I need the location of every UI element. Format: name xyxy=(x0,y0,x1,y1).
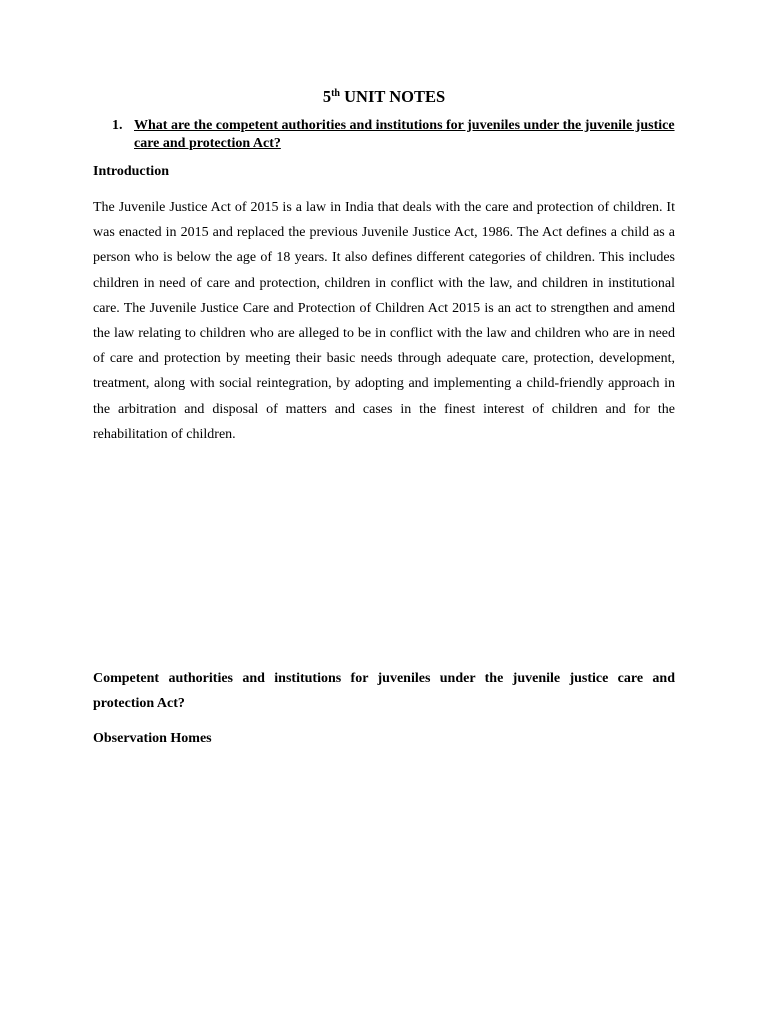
question-text: What are the competent authorities and institutions for juveniles under the juvenile justice care and protection Act? xyxy=(134,118,675,151)
question-number: 1. xyxy=(112,118,123,133)
title-suffix: UNIT NOTES xyxy=(340,87,446,106)
page-title xyxy=(0,86,768,108)
intro-heading: Introduction xyxy=(93,164,169,179)
title-prefix: 5 xyxy=(322,87,332,106)
subsection-heading: Observation Homes xyxy=(93,731,212,746)
section-heading: Competent authorities and institutions for juveniles under the juvenile justice care and protection Act? xyxy=(93,671,675,711)
intro-paragraph: The Juvenile Justice Act of 2015 is a law in India that deals with the care and protection of children. It was enacted in 2015 and replaced the previous Juvenile Justice Act, 1986. The Act defines a child as a person who is below the age of 18 years. It also defines different categories of children. This includes children in need of care and protection, children in conflict with the law, and children in institutional care. The Juvenile Justice Care and Protection of Children Act 2015 is an act to strengthen and amend the law relating to children who are alleged to be in conflict with the law and children who are in need of care and protection by meeting their basic needs through adequate care, protection, development, treatment, along with social reintegration, by adopting and implementing a child-friendly approach in the arbitration and disposal of matters and cases in the finest interest of children and for the rehabilitation of children. xyxy=(93,200,675,442)
title-superscript: th xyxy=(331,88,340,99)
